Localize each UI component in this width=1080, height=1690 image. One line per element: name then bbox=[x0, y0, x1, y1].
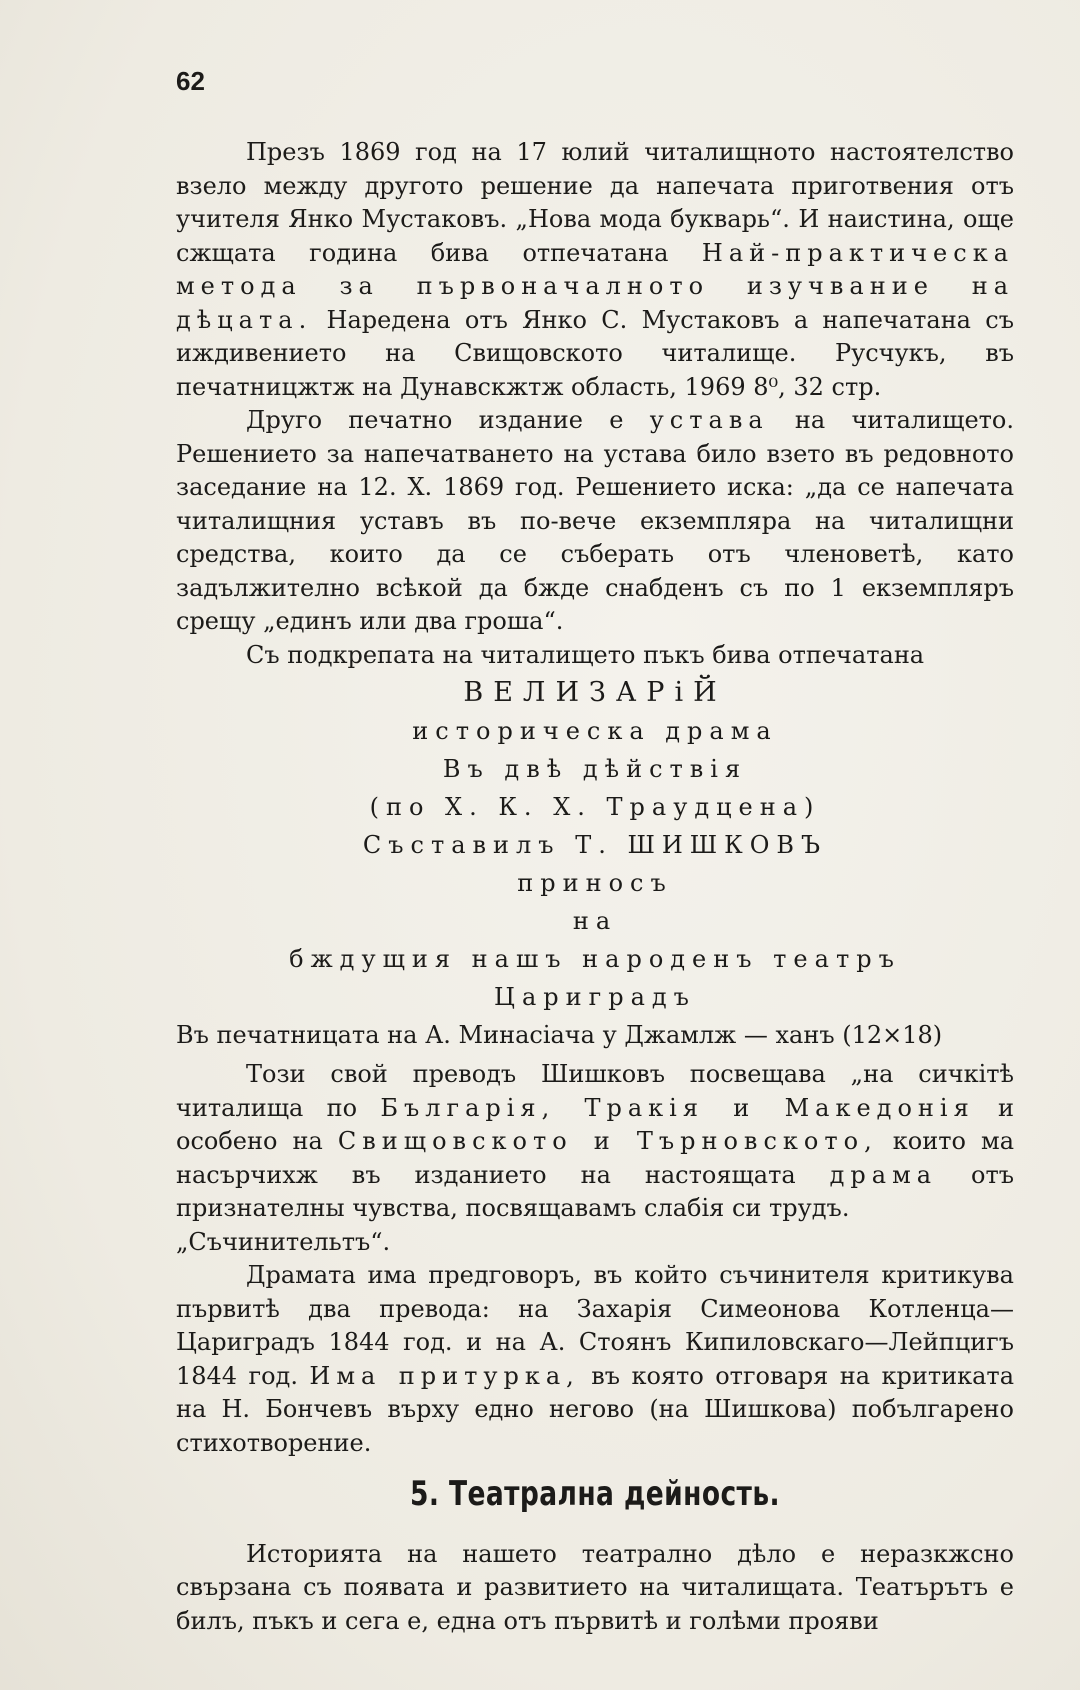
paragraph-text: Наредена отъ Янко С. Мустаковъ а напечатана съ иждивението на Свищовското читалище. Русчукъ, въ печатницжтж на Дунавскжтж область, 1969 8⁰, 32 стр. bbox=[176, 305, 1014, 401]
paragraph-primer bbox=[176, 136, 1014, 404]
paragraph-dedication bbox=[176, 1058, 1014, 1226]
spaced-word: драма bbox=[829, 1160, 938, 1189]
spaced-regions: Българія, Тракія и Македонія bbox=[380, 1093, 975, 1122]
paragraph-text: отъ признателны чувства, посвящавамъ слабія си трудъ. bbox=[176, 1160, 1015, 1222]
paragraph-text: въ която отговаря на критиката на Н. Бончевъ върху едно негово (на Шишкова) побългарено стихотворение. bbox=[176, 1361, 1014, 1457]
dedication-signature: „Съчинительтъ“. bbox=[176, 1227, 391, 1256]
title-imprint: Въ печатницата на А. Минасіача у Джамлж — ханъ (12×18) bbox=[176, 1021, 943, 1049]
title-city: Цариградъ bbox=[494, 983, 696, 1011]
paragraph-preface bbox=[176, 1259, 1014, 1460]
paragraph-text: които ма насърчихж въ изданието на настоящата bbox=[176, 1127, 1015, 1189]
paragraph-text: Драмата има предговоръ, въ който съчинителя критикува първитѣ два превода: на Захарія Симеонова Котленца— Цариградъ 1844 год. и на А. Стоянъ Кипиловскаго—Лейпцигъ 1844 год. bbox=[176, 1261, 1014, 1390]
section-heading: 5. Театрална дейность. bbox=[410, 1474, 780, 1514]
spaced-reading-rooms: Свищовското и Търновското, bbox=[337, 1127, 878, 1155]
title-offering: приносъ bbox=[517, 869, 673, 897]
paragraph-statute bbox=[176, 404, 1014, 639]
page-body bbox=[176, 136, 1014, 1638]
title-acts: Въ двѣ дѣйствія bbox=[442, 755, 748, 783]
title-author: Съставилъ Т. ШИШКОВЪ bbox=[362, 831, 828, 859]
paragraph-text: и особено на bbox=[176, 1093, 1015, 1155]
title-to: на bbox=[572, 907, 618, 935]
paragraph-text: Друго печатно издание е bbox=[246, 406, 650, 434]
page-number: 62 bbox=[176, 66, 205, 96]
title-after: (по Х. К. Х. Траудцена) bbox=[369, 793, 821, 821]
title-main: ВЕЛИЗАРіЙ bbox=[463, 677, 727, 708]
paragraph-support: Съ подкрепата на читалището пъкъ бива отпечатана bbox=[246, 640, 925, 669]
title-theatre: бждущия нашъ народенъ театръ bbox=[289, 945, 901, 973]
paragraph-text: Презъ 1869 год на 17 юлий читалищното настоятелство взело между другото решение да напечата приготвения отъ учителя Янко Мустаковъ. „Нова мода букварь“. И наистина, още сжщата година бива отпечатана bbox=[176, 138, 1014, 267]
paragraph-text: Този свой преводъ Шишковъ посвещава „на сичкітѣ читалища по bbox=[176, 1060, 1014, 1122]
spaced-word: устава bbox=[649, 406, 769, 434]
title-page-block bbox=[176, 674, 1014, 1054]
spaced-appendix: Има притурка, bbox=[309, 1361, 580, 1390]
title-subtitle: историческа драма bbox=[412, 717, 778, 745]
spaced-book-title: Най-практическа метода за първоначалното изучвание на дѣцата. bbox=[176, 238, 1014, 334]
paragraph-theatre: Историята на нашето театрално дѣло е неразкжсно свързана съ появата и развитието на читалищата. Театърътъ е билъ, пъкъ и сега е, една отъ първитѣ и голѣми прояви bbox=[176, 1539, 1014, 1635]
paragraph-text: на читалището. Решението за напечатването на устава било взето въ редовното заседание на 12. Х. 1869 год. Решението иска: „да се напечата читалищния уставъ въ по-вече екземпляра на читалищни средства, които да се съберать отъ членоветѣ, като задължително всѣкой да бжде снабденъ съ по 1 екземпляръ срещу „единъ или два гроша“. bbox=[176, 406, 1014, 635]
